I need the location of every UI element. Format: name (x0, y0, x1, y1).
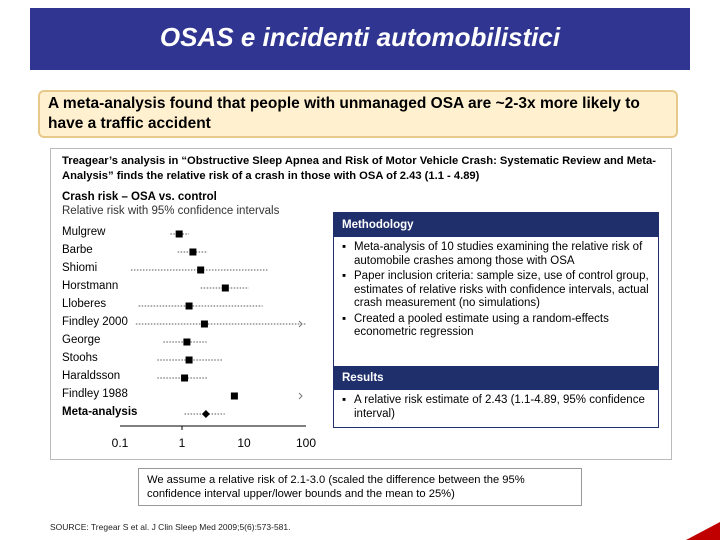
study-label: Haraldsson (62, 370, 121, 382)
study-label: Horstmann (62, 280, 119, 292)
results-header: Results (334, 366, 658, 390)
study-label: Barbe (62, 244, 93, 256)
ci-arrow-icon (299, 321, 302, 327)
slide-title: OSAS e incidenti automobilistici (159, 22, 561, 52)
x-tick-label: 100 (295, 436, 317, 450)
point-estimate-marker (231, 393, 238, 400)
point-estimate-marker (181, 375, 188, 382)
results-list (342, 394, 654, 423)
methodology-item-text: Paper inclusion criteria: sample size, use of control group, estimates of relative risks with confidence intervals, actual crash measurement (no simulations) (354, 270, 649, 309)
source-note: SOURCE: Tregear S et al. J Clin Sleep Med 2009;5(6):573-581. (50, 522, 291, 532)
bullet-icon: ▪ (342, 394, 347, 406)
methodology-item-text: Meta-analysis of 10 studies examining the relative risk of automobile crashes among those with OSA (354, 241, 643, 267)
x-tick-label: 0.1 (111, 436, 129, 450)
study-label: Lloberes (62, 298, 107, 310)
study-label: George (62, 334, 101, 346)
ci-arrow-icon (299, 393, 302, 399)
methodology-item (342, 270, 654, 311)
assumption-box (138, 468, 582, 506)
methodology-list (342, 241, 654, 342)
chart-title: Crash risk – OSA vs. control (62, 191, 217, 203)
methodology-header: Methodology (334, 213, 658, 237)
bullet-icon: ▪ (342, 241, 347, 253)
x-tick-label: 1 (178, 436, 186, 450)
study-label: Findley 2000 (62, 316, 128, 328)
results-item (342, 394, 654, 421)
study-label: Findley 1988 (62, 388, 128, 400)
point-estimate-marker (201, 321, 208, 328)
assumption-text: We assume a relative risk of 2.1-3.0 (scaled the difference between the 95% confidence interval upper/lower bounds and the mean to 25%) (147, 474, 525, 500)
intro-text: Treagear’s analysis in “Obstructive Sleep Apnea and Risk of Motor Vehicle Crash: Systematic Review and Meta-Analysis” finds the relative risk of a crash in those with OSA of 2.43 (1.1 - 4.89) (62, 155, 656, 182)
point-estimate-marker (222, 285, 229, 292)
meta-analysis-label: Meta-analysis (62, 406, 138, 418)
point-estimate-marker (197, 267, 204, 274)
point-estimate-marker (186, 303, 193, 310)
pooled-estimate-diamond (202, 410, 210, 418)
bullet-icon: ▪ (342, 270, 347, 282)
bullet-icon: ▪ (342, 312, 347, 325)
point-estimate-marker (189, 249, 196, 256)
next-slide-arrow-icon[interactable] (686, 520, 720, 540)
headline-text: A meta-analysis found that people with unmanaged OSA are ~2-3x more likely to have a traffic accident (48, 95, 640, 132)
methodology-item (342, 241, 654, 268)
chart-subtitle: Relative risk with 95% confidence intervals (62, 205, 280, 217)
point-estimate-marker (183, 339, 190, 346)
study-label: Stoohs (62, 352, 98, 364)
x-tick-label: 10 (237, 436, 251, 450)
study-label: Mulgrew (62, 226, 106, 238)
results-item-text: A relative risk estimate of 2.43 (1.1-4.89, 95% confidence interval) (354, 394, 645, 420)
methodology-panel (333, 212, 659, 428)
methodology-item (342, 313, 654, 340)
point-estimate-marker (176, 231, 183, 238)
study-label: Shiomi (62, 262, 98, 274)
methodology-item-text: Created a pooled estimate using a random-effects econometric regression (354, 312, 609, 338)
point-estimate-marker (186, 357, 193, 364)
